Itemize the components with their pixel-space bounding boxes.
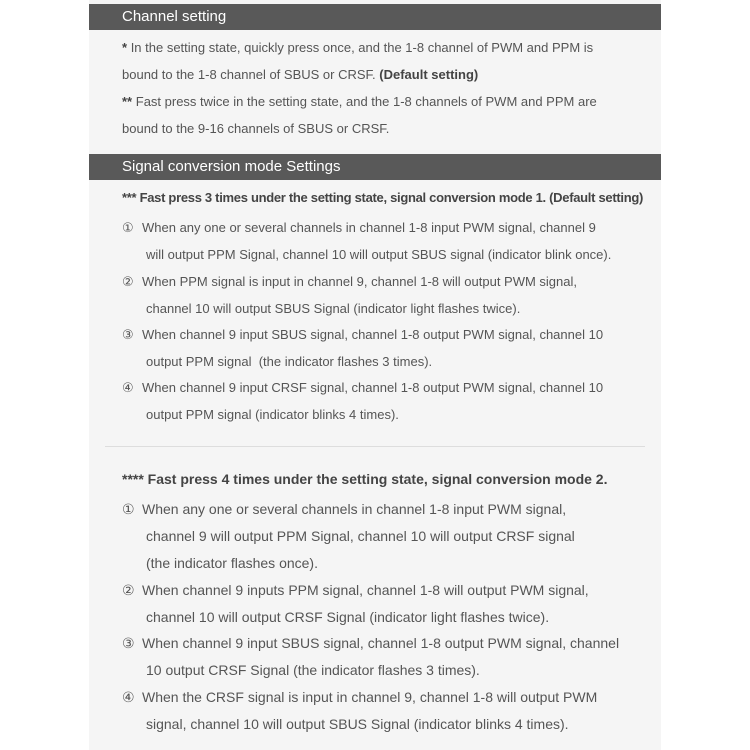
item-text: When channel 9 input CRSF signal, channel 1-8 output PWM signal, channel 10 bbox=[142, 380, 604, 395]
circled-number: ② bbox=[122, 582, 135, 598]
note1-text: In the setting state, quickly press once, and the 1-8 channel of PWM and PPM is bbox=[130, 40, 594, 55]
note1-prefix: * bbox=[122, 40, 128, 55]
circled-number: ① bbox=[122, 501, 135, 517]
mode2-item-3-line2: 10 output CRSF Signal (the indicator flashes 3 times). bbox=[146, 662, 480, 678]
note1-line1 bbox=[122, 34, 642, 61]
mode1-item-3-line2: output PPM signal (the indicator flashes 3 times). bbox=[146, 354, 433, 369]
section-header-channel-setting bbox=[89, 4, 661, 30]
item-text: When channel 9 inputs PPM signal, channel 1-8 will output PWM signal, bbox=[142, 582, 589, 598]
circled-number: ④ bbox=[122, 380, 134, 395]
note2-line1 bbox=[122, 88, 642, 115]
note2-text-2: bound to the 9-16 channels of SBUS or CRSF. bbox=[122, 121, 390, 136]
note2-text: Fast press twice in the setting state, and the 1-8 channels of PWM and PPM are bbox=[135, 94, 597, 109]
mode1-item-1-line2: will output PPM Signal, channel 10 will output SBUS signal (indicator blink once). bbox=[146, 247, 612, 262]
note1-line2 bbox=[122, 61, 642, 88]
item-text: When any one or several channels in channel 1-8 input PWM signal, bbox=[142, 501, 567, 517]
section-header-signal-conversion bbox=[89, 154, 661, 180]
mode2-item-4-line1 bbox=[122, 684, 642, 711]
circled-number: ① bbox=[122, 220, 134, 235]
item-text: When PPM signal is input in channel 9, channel 1-8 will output PWM signal, bbox=[142, 274, 577, 289]
mode2-item-2-line1 bbox=[122, 577, 642, 604]
circled-number: ③ bbox=[122, 327, 134, 342]
mode1-item-1-line1 bbox=[122, 214, 642, 241]
item-text: When any one or several channels in channel 1-8 input PWM signal, channel 9 bbox=[142, 220, 596, 235]
mode1-item-4-line1 bbox=[122, 374, 642, 401]
mode2-item-2-line2: channel 10 will output CRSF Signal (indicator light flashes twice). bbox=[146, 609, 550, 625]
note2-prefix: ** bbox=[122, 94, 133, 109]
mode1-item-3-line1 bbox=[122, 321, 642, 348]
section-title: Signal conversion mode Settings bbox=[122, 158, 341, 175]
note2-line2 bbox=[122, 115, 642, 142]
divider bbox=[105, 446, 645, 447]
circled-number: ④ bbox=[122, 689, 135, 705]
item-text: When channel 9 input SBUS signal, channel 1-8 output PWM signal, channel 10 bbox=[142, 327, 604, 342]
mode1-item-2-line2: channel 10 will output SBUS Signal (indicator light flashes twice). bbox=[146, 301, 521, 316]
mode1-item-2-line1 bbox=[122, 268, 642, 295]
item-text: When the CRSF signal is input in channel 9, channel 1-8 will output PWM bbox=[142, 689, 598, 705]
mode2-item-4-line2: signal, channel 10 will output SBUS Signal (indicator blinks 4 times). bbox=[146, 716, 569, 732]
mode1-item-4-line2: output PPM signal (indicator blinks 4 times). bbox=[146, 407, 399, 422]
note1-text-2: bound to the 1-8 channel of SBUS or CRSF. bbox=[122, 67, 376, 82]
item-text: When channel 9 input SBUS signal, channel 1-8 output PWM signal, channel bbox=[142, 635, 620, 651]
section-title: Channel setting bbox=[122, 8, 227, 25]
mode2-item-1-line2: channel 9 will output PPM Signal, channel 10 will output CRSF signal bbox=[146, 528, 575, 544]
mode2-item-3-line1 bbox=[122, 630, 642, 657]
circled-number: ② bbox=[122, 274, 134, 289]
mode2-heading: **** Fast press 4 times under the setting state, signal conversion mode 2. bbox=[122, 471, 608, 487]
circled-number: ③ bbox=[122, 635, 135, 651]
mode2-item-1-line3: (the indicator flashes once). bbox=[146, 555, 318, 571]
mode1-heading: *** Fast press 3 times under the setting state, signal conversion mode 1. (Default setting) bbox=[122, 190, 643, 205]
mode2-item-1-line1 bbox=[122, 496, 642, 523]
default-setting-label: (Default setting) bbox=[379, 67, 479, 82]
